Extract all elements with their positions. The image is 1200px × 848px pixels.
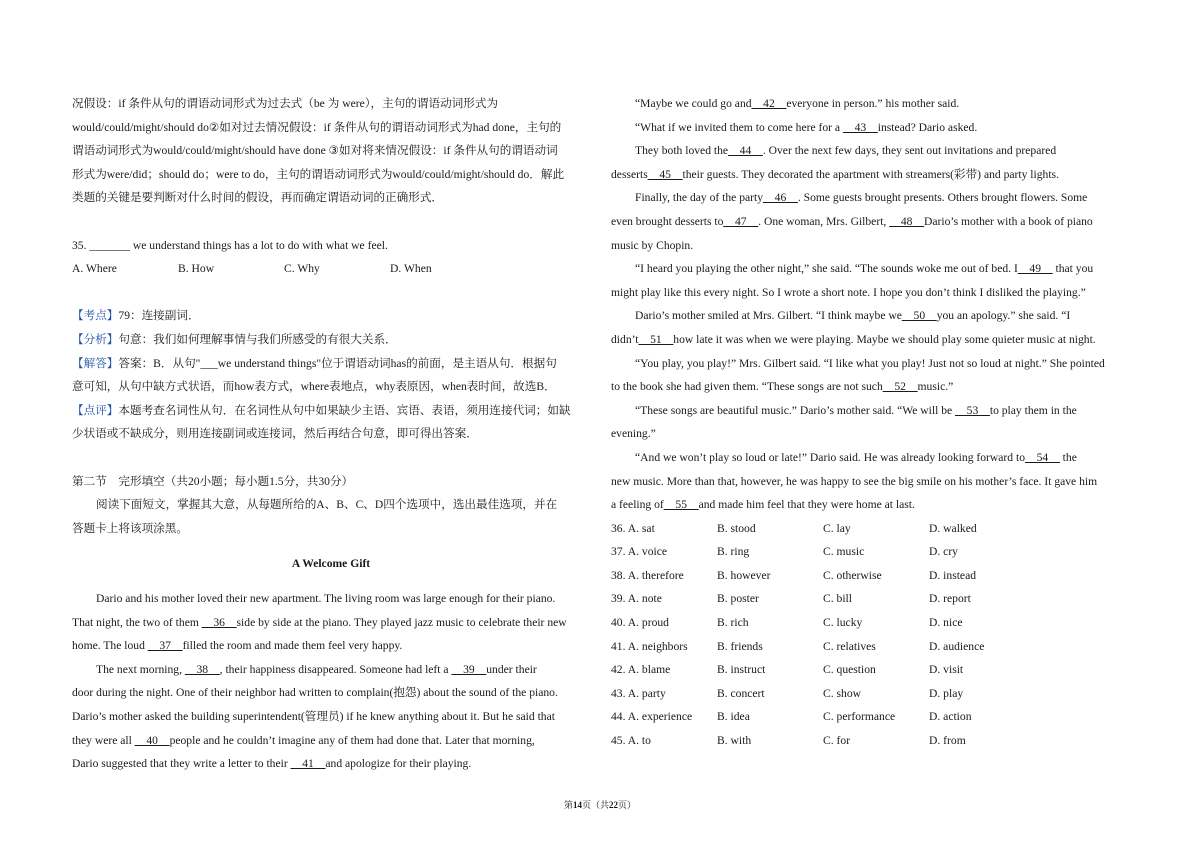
passage-line xyxy=(611,352,1128,376)
fenxi-tag: 【分析】 xyxy=(72,332,119,346)
passage-text: even brought desserts to xyxy=(611,214,724,228)
option-row xyxy=(611,729,1128,753)
passage-text: music by Chopin. xyxy=(611,238,694,252)
passage-text: “And we won’t play so loud or late!” Dario said. He was already looking forward to xyxy=(635,450,1025,464)
fenxi-line xyxy=(72,328,590,352)
option-b: B. How xyxy=(178,262,215,276)
passage-text: Dario’s mother with a book of piano xyxy=(924,214,1093,228)
blank-number: __51__ xyxy=(638,332,674,346)
passage-text: Finally, the day of the party xyxy=(635,191,764,205)
instruction-line-2: 答题卡上将该项涂黑。 xyxy=(72,521,188,535)
kaodian-text: 79：连接副词． xyxy=(118,309,200,323)
option-row xyxy=(611,564,1128,588)
passage-line xyxy=(611,304,1128,328)
blank-number: __39__ xyxy=(451,662,487,676)
blank-number: __47__ xyxy=(723,214,759,228)
option-cell: D. cry xyxy=(929,545,958,559)
passage-text: and apologize for their playing. xyxy=(325,757,472,771)
passage-line xyxy=(611,186,1128,210)
passage-line xyxy=(611,92,1128,116)
passage-text: might play like this every night. So I wrote a short note. I hope you don’t think I disliked the playing.” xyxy=(611,285,1086,299)
passage-line xyxy=(611,210,1128,234)
passage-text: the xyxy=(1059,450,1077,464)
blank-number: __44__ xyxy=(728,144,763,158)
instruction-line-1: 阅读下面短文，掌握其大意，从每题所给的A、B、C、D四个选项中，选出最佳选项，并在 xyxy=(96,498,558,512)
option-row xyxy=(611,658,1128,682)
option-cell: 37. A. voice xyxy=(611,545,668,559)
passage-text: That night, the two of them xyxy=(72,615,202,629)
passage-text: , their happiness disappeared. Someone had left a xyxy=(219,662,452,676)
option-cell: C. question xyxy=(823,663,876,677)
passage-line xyxy=(611,470,1128,494)
footer-page-number: 14 xyxy=(572,800,582,810)
kaodian-line xyxy=(72,304,590,328)
footer-prefix: 第 xyxy=(563,800,573,810)
option-cell: C. lucky xyxy=(823,616,863,630)
passage-text: “These songs are beautiful music.” Dario’s mother said. “We will be xyxy=(635,403,956,417)
option-cell: C. relatives xyxy=(823,639,876,653)
passage-text: “What if we invited them to come here for a xyxy=(635,120,843,134)
blank-number: __53__ xyxy=(955,403,990,417)
blank-number: __52__ xyxy=(882,380,918,394)
option-cell: D. audience xyxy=(929,639,985,653)
passage-line xyxy=(611,139,1128,163)
passage-text: filled the room and made them feel very happy. xyxy=(182,639,403,653)
option-a: A. Where xyxy=(72,262,117,276)
passage-text: They both loved the xyxy=(635,144,729,158)
blank-number: __54__ xyxy=(1025,450,1060,464)
blank-number: __38__ xyxy=(184,662,220,676)
option-cell: D. nice xyxy=(929,616,963,630)
blank-number: __50__ xyxy=(901,309,937,323)
option-cell: C. otherwise xyxy=(823,568,882,582)
option-cell: 41. A. neighbors xyxy=(611,639,688,653)
option-cell: C. music xyxy=(823,545,865,559)
passage-line xyxy=(611,281,1128,305)
option-d: D. When xyxy=(390,262,432,276)
option-cell: C. show xyxy=(823,686,862,700)
option-row xyxy=(611,517,1128,541)
footer-suffix: 页） xyxy=(618,800,637,810)
kaodian-tag: 【考点】 xyxy=(72,309,119,323)
dianping-tag: 【点评】 xyxy=(72,403,119,417)
option-cell: B. friends xyxy=(717,639,763,653)
option-cell: D. visit xyxy=(929,663,964,677)
option-cell: B. stood xyxy=(717,521,756,535)
passage-line xyxy=(72,729,590,753)
option-cell: 36. A. sat xyxy=(611,521,655,535)
jieda-line xyxy=(72,352,590,376)
passage-text: home. The loud xyxy=(72,639,148,653)
blank-number: __49__ xyxy=(1017,262,1053,276)
option-cell: C. for xyxy=(823,734,851,748)
explanation-block xyxy=(72,92,590,210)
blank-number: __40__ xyxy=(134,733,170,747)
passage-text: “I heard you playing the other night,” she said. “The sounds woke me out of bed. I xyxy=(635,262,1018,276)
option-cell: B. idea xyxy=(717,710,750,724)
blank-number: __48__ xyxy=(889,214,924,228)
right-column xyxy=(611,92,1128,753)
option-c: C. Why xyxy=(284,262,320,276)
passage-line xyxy=(72,752,590,776)
passage-text: Dario suggested that they write a letter to their xyxy=(72,757,291,771)
passage-text: . Over the next few days, they sent out invitations and prepared xyxy=(762,144,1057,158)
option-cell: D. action xyxy=(929,710,972,724)
option-row xyxy=(611,611,1128,635)
passage-line xyxy=(72,634,590,658)
option-cell: D. instead xyxy=(929,568,977,582)
passage-line xyxy=(611,399,1128,423)
explanation-line: 类题的关键是要判断对什么时间的假设，再而确定谓语动词的正确形式． xyxy=(72,191,444,205)
option-cell: 38. A. therefore xyxy=(611,568,684,582)
option-row xyxy=(611,705,1128,729)
passage-line xyxy=(611,328,1128,352)
passage-text: Dario’s mother asked the building superintendent(管理员) if he knew anything about it. But he said that xyxy=(72,710,555,724)
options-table xyxy=(611,517,1128,753)
option-cell: 39. A. note xyxy=(611,592,662,606)
option-cell: B. with xyxy=(717,734,752,748)
option-cell: D. play xyxy=(929,686,964,700)
passage-line xyxy=(611,234,1128,258)
option-cell: B. concert xyxy=(717,686,765,700)
option-row xyxy=(611,635,1128,659)
passage-text: instead? Dario asked. xyxy=(877,120,978,134)
passage-text: door during the night. One of their neighbor had written to complain(抱怨) about the sound of the piano. xyxy=(72,686,558,700)
passage-text: “Maybe we could go and xyxy=(635,97,752,110)
passage-text: how late it was when we were playing. Maybe we should play some quieter music at night. xyxy=(673,332,1096,346)
jieda-line-2: 意可知，从句中缺方式状语，而how表方式，where表地点，why表原因，when表时间，故选B． xyxy=(72,380,556,394)
option-cell: C. bill xyxy=(823,592,852,606)
passage-text: to the book she had given them. “These songs are not such xyxy=(611,380,883,394)
passage-text: people and he couldn’t imagine any of them had done that. Later that morning, xyxy=(169,733,535,747)
option-cell: 44. A. experience xyxy=(611,710,693,724)
page-footer xyxy=(0,798,1200,812)
passage-line xyxy=(611,446,1128,470)
option-cell: D. from xyxy=(929,734,966,748)
jieda-tag: 【解答】 xyxy=(72,356,119,370)
passage-text: under their xyxy=(486,662,537,676)
option-row xyxy=(611,587,1128,611)
passage-text: . Some guests brought presents. Others brought flowers. Some xyxy=(797,191,1088,205)
passage-text: to play them in the xyxy=(989,403,1077,417)
explanation-line: 谓语动词形式为would/could/might/should have done ③如对将来情况假设：if 条件从句的谓语动词 xyxy=(72,144,558,158)
passage-line xyxy=(72,658,590,682)
fenxi-text: 句意：我们如何理解事情与我们所感受的有很大关系． xyxy=(118,332,397,346)
passage-line xyxy=(611,163,1128,187)
passage-text: . One woman, Mrs. Gilbert, xyxy=(758,214,890,228)
option-cell: D. walked xyxy=(929,521,977,535)
option-cell: B. rich xyxy=(717,616,749,630)
blank-number: __36__ xyxy=(201,615,237,629)
option-cell: B. instruct xyxy=(717,663,766,677)
dianping-line-2: 少状语或不缺成分，则用连接副词或连接词，然后再结合句意，即可得出答案． xyxy=(72,427,478,441)
passage-text: evening.” xyxy=(611,427,656,441)
passage-line xyxy=(611,116,1128,140)
passage-line xyxy=(611,422,1128,446)
blank-number: __46__ xyxy=(763,191,798,205)
passage-text: Dario and his mother loved their new apartment. The living room was large enough for their piano. xyxy=(96,592,556,606)
option-cell: B. poster xyxy=(717,592,759,606)
passage-line xyxy=(611,257,1128,281)
left-column xyxy=(72,92,590,776)
passage-line xyxy=(611,375,1128,399)
passage-text: that you xyxy=(1052,262,1094,276)
blank-number: __41__ xyxy=(290,757,326,771)
option-cell: C. performance xyxy=(823,710,896,724)
blank-number: __42__ xyxy=(751,97,787,110)
passage-text: side by side at the piano. They played jazz music to celebrate their new xyxy=(236,615,567,629)
option-cell: 40. A. proud xyxy=(611,616,669,630)
passage-text: Dario’s mother smiled at Mrs. Gilbert. “I think maybe we xyxy=(635,309,902,323)
jieda-text-1: 答案：B．从句"___we understand things"位于谓语动词has的前面，是主语从句．根据句 xyxy=(118,356,557,370)
option-row xyxy=(611,682,1128,706)
dianping-text-1: 本题考查名词性从句．在名词性从句中如果缺少主语、宾语、表语，须用连接代词；如缺 xyxy=(118,403,571,417)
passage-text: The next morning, xyxy=(96,662,185,676)
option-cell: 42. A. blame xyxy=(611,663,671,677)
option-cell: C. lay xyxy=(823,521,851,535)
blank-number: __37__ xyxy=(147,639,183,653)
passage-text: they were all xyxy=(72,733,135,747)
section-header: 第二节 完形填空（共20小题；每小题1.5分，共30分） xyxy=(72,474,354,488)
blank-number: __55__ xyxy=(663,498,699,512)
explanation-line: would/could/might/should do②如对过去情况假设：if 条件从句的谓语动词形式为had done，主句的 xyxy=(72,120,562,134)
blank-number: __43__ xyxy=(842,120,878,134)
question-35-stem: 35. _______ we understand things has a lot to do with what we feel. xyxy=(72,238,388,252)
blank-number: __45__ xyxy=(647,167,683,181)
passage-text: “You play, you play!” Mrs. Gilbert said. “I like what you play! Just not so loud at night.” She pointed xyxy=(635,356,1105,370)
passage-text: a feeling of xyxy=(611,498,664,512)
passage-line xyxy=(72,705,590,729)
footer-middle: 页（共 xyxy=(581,800,609,810)
passage-line xyxy=(72,611,590,635)
explanation-line: 况假设：if 条件从句的谓语动词形式为过去式（be 为 were），主句的谓语动词形式为 xyxy=(72,97,499,110)
passage-left xyxy=(72,587,590,776)
footer-total-pages: 22 xyxy=(609,800,618,810)
dianping-line xyxy=(72,399,590,423)
passage-text: everyone in person.” his mother said. xyxy=(786,97,960,110)
option-row xyxy=(611,540,1128,564)
passage-text: you an apology.” she said. “I xyxy=(936,309,1071,323)
passage-text: their guests. They decorated the apartment with streamers(彩带) and party lights. xyxy=(682,167,1059,181)
option-cell: 43. A. party xyxy=(611,686,666,700)
passage-line xyxy=(72,681,590,705)
option-cell: B. ring xyxy=(717,545,750,559)
explanation-line: 形式为were/did；should do；were to do，主句的谓语动词形式为would/could/might/should do．解此 xyxy=(72,167,565,181)
question-35-options xyxy=(72,257,590,281)
passage-title: A Welcome Gift xyxy=(291,556,371,570)
passage-text: and made him feel that they were home at last. xyxy=(698,498,915,512)
passage-text: new music. More than that, however, he was happy to see the big smile on his mother’s face. It gave him xyxy=(611,474,1098,488)
option-cell: 45. A. to xyxy=(611,734,651,748)
passage-right xyxy=(611,92,1128,517)
option-cell: D. report xyxy=(929,592,971,606)
passage-text: music.” xyxy=(917,380,954,394)
passage-line xyxy=(72,587,590,611)
option-cell: B. however xyxy=(717,568,771,582)
passage-line xyxy=(611,493,1128,517)
passage-text: didn’t xyxy=(611,332,639,346)
passage-text: desserts xyxy=(611,167,648,181)
